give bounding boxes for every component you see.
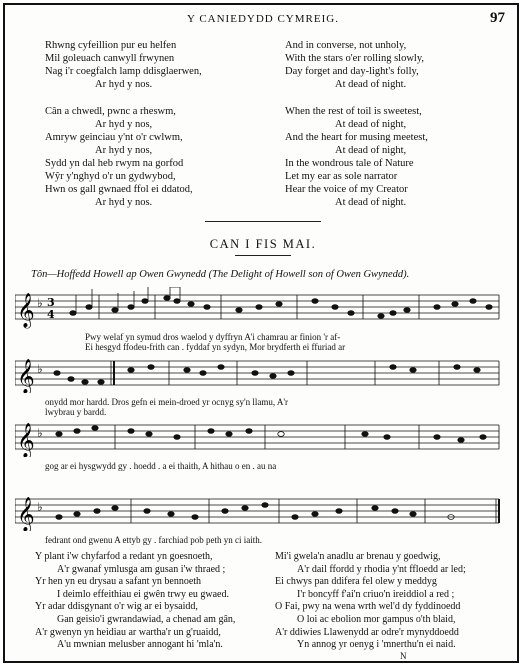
english-stanza-2 xyxy=(285,105,428,209)
verse-line: Day forget and day-light's folly, xyxy=(285,66,419,77)
verse-line: Cân a chwedl, pwnc a rheswm, xyxy=(45,106,176,117)
verse-line: When the rest of toil is sweetest, xyxy=(285,106,422,117)
divider-rule xyxy=(235,255,291,256)
verse-line: Ei chwys pan ddifera fel olew y meddyg xyxy=(275,576,437,588)
verse-line: A'r dail ffordd y rhodia y'nt ffloedd ar led; xyxy=(297,563,466,575)
verse-line: And in converse, not unholy, xyxy=(285,40,407,51)
verse-left xyxy=(35,551,235,652)
verse-refrain: Ar hyd y nos. xyxy=(95,197,153,208)
verse-line: Nag i'r coegfalch lamp ddisglaerwen, xyxy=(45,66,202,77)
book-page xyxy=(3,3,519,663)
music-staff-3 xyxy=(15,417,507,457)
verse-line: I'r boncyff f'ai'n criuo'n ireiddiol a red ; xyxy=(297,588,455,600)
verse-line: A'r gwanaf ymlusga am gusan i'w thraed ; xyxy=(57,563,226,575)
verse-line: Amryw geinciau y'nt o'r cwlwm, xyxy=(45,132,183,143)
verse-line: O Fai, pwy na wena wrth wel'd dy fyddinoedd xyxy=(275,601,461,613)
verse-line: Wŷr y'nghyd o'r un gydwybod, xyxy=(45,171,176,182)
signature-mark: N xyxy=(400,651,407,661)
verse-line: Hear the voice of my Creator xyxy=(285,184,408,195)
verse-line: A'r ddiwies Llawenydd ar odre'r mynyddoedd xyxy=(275,626,459,638)
lyric-line-3: gog ar ei hysgwydd gy . hoedd . a ei thaith, A hithau o en . au na xyxy=(45,461,277,471)
music-staff-4 xyxy=(15,491,507,531)
verse-line: Y plant i'w chyfarfod a redant yn goesnoeth, xyxy=(35,551,213,562)
svg-text:♭: ♭ xyxy=(37,500,43,514)
lyric-line-1: Pwy welaf yn symud dros waelod y dyffryn A'i chamrau ar finion 'r af- xyxy=(85,332,341,342)
welsh-stanza-2 xyxy=(45,105,193,209)
lyric-line-4: fedrant ond gwenu A ettyb gy . farchiad pob peth yn ci iaith. xyxy=(45,535,262,545)
svg-text:𝄞: 𝄞 xyxy=(17,423,35,457)
svg-text:𝄞: 𝄞 xyxy=(17,293,35,328)
verse-line: I deimlo effeithiau ei gwên trwy eu gwaed. xyxy=(57,588,229,600)
song-title: CAN I FIS MAI. xyxy=(209,237,317,251)
welsh-stanza-1 xyxy=(45,39,202,91)
music-staff-1 xyxy=(15,287,507,331)
page-number: 97 xyxy=(490,10,505,26)
verse-line: Mi'i gwela'n anadlu ar brenau y goedwig, xyxy=(275,551,441,562)
verse-refrain: At dead of night, xyxy=(335,119,407,130)
verse-refrain: Ar hyd y nos. xyxy=(95,79,153,90)
svg-text:𝄞: 𝄞 xyxy=(17,359,35,393)
verse-refrain: Ar hyd y nos, xyxy=(95,119,153,130)
verse-line: Hwn os gall gwnaed ffol ei ddatod, xyxy=(45,184,193,195)
verse-line: Yr adar ddisgynant o'r wig ar ei bysaidd, xyxy=(35,601,198,613)
verse-refrain: Ar hyd y nos, xyxy=(95,145,153,156)
svg-text:♭: ♭ xyxy=(37,296,43,310)
verse-line: Yr hen yn eu drysau a safant yn bennoeth xyxy=(35,576,202,588)
verse-refrain: At dead of night. xyxy=(335,197,407,208)
verse-line: Rhwng cyfeillion pur eu helfen xyxy=(45,40,177,51)
verse-line: Sydd yn dal heb rwym na gorfod xyxy=(45,158,184,169)
verse-line: Mil goleuach canwyll frwynen xyxy=(45,53,175,64)
svg-text:♭: ♭ xyxy=(37,426,43,440)
running-title: Y CANIEDYDD CYMREIG. xyxy=(187,13,339,25)
divider-rule xyxy=(205,221,321,222)
svg-text:𝄞: 𝄞 xyxy=(17,497,35,531)
verse-line: A'r gwenyn yn heidiau ar wartha'r un g'ruaidd, xyxy=(35,626,221,638)
english-stanza-1 xyxy=(285,39,424,91)
lyric-line-2b: lwybrau y bardd. xyxy=(45,407,107,417)
verse-line: Let my ear as sole narrator xyxy=(285,171,398,182)
verse-right xyxy=(275,551,466,652)
verse-line: With the stars o'er rolling slowly, xyxy=(285,53,425,64)
verse-line: In the wondrous tale of Nature xyxy=(285,158,414,169)
verse-line: O loi ac ebolion mor gampus o'th blaid, xyxy=(297,613,456,625)
verse-refrain: At dead of night, xyxy=(335,145,407,156)
verse-line: And the heart for musing meetest, xyxy=(285,132,428,143)
music-staff-2 xyxy=(15,353,507,393)
lyric-line-1b: Ei hesgyd ffodeu-frith can . fyddaf yn sydyn, Mor brydferth ei ffuriad ar xyxy=(85,342,346,352)
verse-line: Gan geisio'i gwrandawiad, a chenad am gân, xyxy=(57,613,236,625)
verse-refrain: At dead of night. xyxy=(335,79,407,90)
verse-line: A'u mwnian melusber annogant hi 'mla'n. xyxy=(57,639,223,651)
svg-text:3: 3 xyxy=(47,296,55,309)
tune-attribution: Tôn—Hoffedd Howell ap Owen Gwynedd (The Delight of Howell son of Owen Gwynedd). xyxy=(31,269,410,280)
svg-text:4: 4 xyxy=(47,308,55,321)
verse-line: Yn annog yr oenyg i 'mnerthu'n ei naid. xyxy=(297,639,456,651)
lyric-line-2: onydd mor hardd. Dros gefn ei mein-droed yr ocnyg sy'n llamu, A'r xyxy=(45,397,288,407)
svg-text:♭: ♭ xyxy=(37,362,43,376)
